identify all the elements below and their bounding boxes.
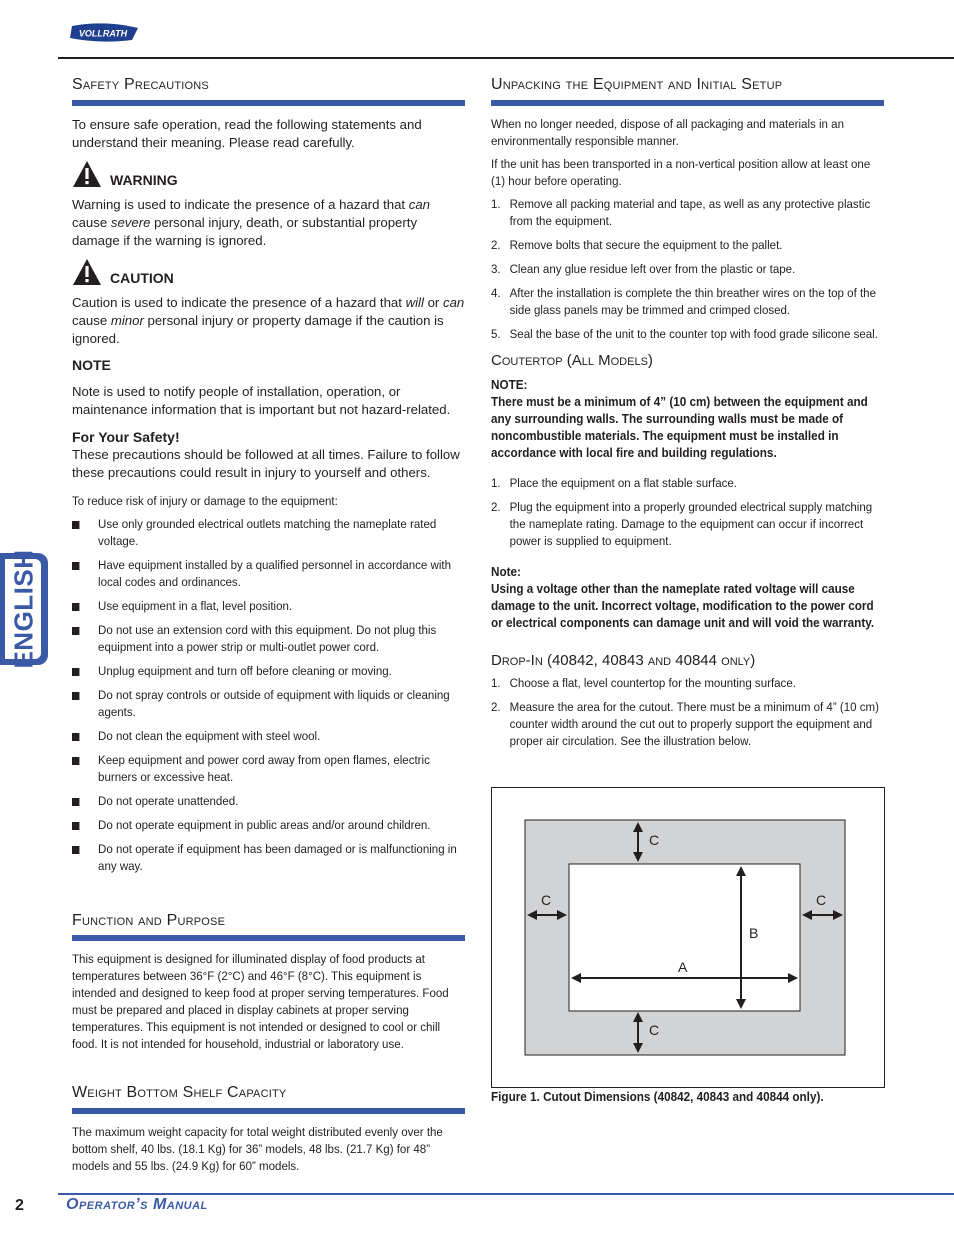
voltage-note-label: Note: — [491, 564, 521, 579]
list-item — [491, 475, 882, 492]
note-text: Note is used to notify people of installation, operation, or maintenance information that is important but not hazard-related. — [72, 383, 451, 417]
vollrath-logo — [70, 22, 140, 44]
footer-title: Operator’s Manual — [66, 1196, 208, 1213]
unpacking-heading: Unpacking the Equipment and Initial Setup — [491, 76, 783, 93]
caution-title — [72, 258, 465, 286]
countertop-heading: Coutertop (All Models) — [491, 351, 653, 369]
cutout-diagram — [492, 788, 884, 1087]
list-item: Do not operate unattended. — [72, 793, 463, 810]
list-item — [491, 699, 882, 750]
list-item: Do not spray controls or outside of equipment with liquids or cleaning agents. — [72, 687, 463, 721]
safety-intro: To ensure safe operation, read the following statements and understand their meaning. Please read carefully. — [72, 116, 422, 150]
list-item: Do not operate equipment in public areas and/or around children. — [72, 817, 463, 834]
step-number: 2. — [491, 499, 501, 514]
step-number: 1. — [491, 475, 501, 490]
step-text: Place the equipment on a flat stable surface. — [509, 475, 738, 490]
header-rule — [58, 57, 954, 59]
step-number: 2. — [491, 237, 501, 252]
heading-bar — [72, 935, 465, 941]
unpacking-p2: If the unit has been transported in a non-vertical position allow at least one (1) hour before operating. — [491, 156, 871, 188]
warning-text: Warning is used to indicate the presence of a hazard that can cause severe personal injury, death, or substantial property damage if the warning is ignored. — [72, 196, 430, 248]
list-item — [491, 261, 882, 278]
caution-label: CAUTION — [110, 269, 174, 286]
list-item — [491, 237, 882, 254]
cutout-opening — [569, 864, 800, 1011]
list-item — [491, 499, 882, 550]
step-text: After the installation is complete the thin breather wires on the top of the side glass panels may be trimmed and crimped closed. — [509, 285, 877, 317]
step-number: 1. — [491, 675, 501, 690]
list-item — [491, 285, 882, 319]
list-item — [491, 326, 882, 343]
cutout-figure — [491, 787, 885, 1088]
reduce-intro: To reduce risk of injury or damage to the equipment: — [72, 493, 338, 508]
weight-text: The maximum weight capacity for total weight distributed evenly over the bottom shelf, 40 lbs. (18.1 Kg) for 36” models, 48 lbs. (21.7 Kg) for 48” models and 55 lbs. (24.9 Kg) for 60” models. — [72, 1124, 443, 1173]
step-number: 2. — [491, 699, 501, 714]
step-text: Measure the area for the cutout. There must be a minimum of 4” (10 cm) counter width around the cut out to properly support the equipment and proper air circulation. See the illustration below. — [509, 699, 879, 748]
language-tab-label: ENGLISH — [8, 549, 39, 669]
list-item: Do not clean the equipment with steel wool. — [72, 728, 463, 745]
list-item: Keep equipment and power cord away from open flames, electric burners or excessive heat. — [72, 752, 463, 786]
list-item: Use equipment in a flat, level position. — [72, 598, 463, 615]
label-c-right: C — [816, 892, 827, 908]
safety-heading: Safety Precautions — [72, 76, 209, 93]
warning-label: WARNING — [110, 171, 178, 188]
step-text: Choose a flat, level countertop for the mounting surface. — [509, 675, 796, 690]
countertop-note-text: There must be a minimum of 4” (10 cm) between the equipment and any surrounding walls. The surrounding walls must be made of noncombustible materials. The equipment must be installed in accordance with local fire and building regulations. — [491, 394, 868, 460]
unpacking-steps — [491, 196, 882, 343]
left-column — [72, 76, 465, 1175]
dropin-heading: Drop-In (40842, 40843 and 40844 only) — [491, 651, 756, 669]
note-label: NOTE — [72, 356, 111, 373]
step-text: Clean any glue residue left over from the plastic or tape. — [509, 261, 796, 276]
safety-bullet-list — [72, 516, 463, 875]
step-text: Remove bolts that secure the equipment to the pallet. — [509, 237, 783, 252]
voltage-note-text: Using a voltage other than the nameplate rated voltage will cause damage to the unit. Incorrect voltage, modification to the power cord or electrical components can damage unit and will void the warranty. — [491, 581, 875, 630]
list-item: Have equipment installed by a qualified personnel in accordance with local codes and ordinances. — [72, 557, 463, 591]
warning-triangle-icon — [72, 160, 102, 188]
step-number: 5. — [491, 326, 501, 341]
dropin-steps — [491, 675, 882, 750]
caution-triangle-icon — [72, 258, 102, 286]
unpacking-p1: When no longer needed, dispose of all packaging and materials in an environmentally responsible manner. — [491, 116, 844, 148]
right-column — [491, 76, 884, 757]
heading-bar — [72, 100, 465, 106]
caution-text: Caution is used to indicate the presence of a hazard that will or can cause minor personal injury or property damage if the caution is ignored. — [72, 294, 465, 346]
weight-heading: Weight Bottom Shelf Capacity — [72, 1084, 287, 1102]
step-text: Remove all packing material and tape, as well as any protective plastic from the equipment. — [509, 196, 871, 228]
list-item — [491, 675, 882, 692]
list-item: Do not operate if equipment has been damaged or is malfunctioning in any way. — [72, 841, 463, 875]
countertop-steps — [491, 475, 882, 550]
figure-caption: Figure 1. Cutout Dimensions (40842, 40843 and 40844 only). — [491, 1090, 824, 1104]
list-item: Unplug equipment and turn off before cleaning or moving. — [72, 663, 463, 680]
heading-bar — [72, 1108, 465, 1114]
list-item: Do not use an extension cord with this equipment. Do not plug this equipment into a power strip or multi-outlet power cord. — [72, 622, 463, 656]
label-c-bottom: C — [649, 1022, 660, 1038]
label-a: A — [678, 959, 688, 975]
label-c-left: C — [541, 892, 552, 908]
step-number: 1. — [491, 196, 501, 211]
list-item: Use only grounded electrical outlets matching the nameplate rated voltage. — [72, 516, 463, 550]
function-text: This equipment is designed for illuminated display of food products at temperatures between 36°F (2°C) and 46°F (8°C). This equipment is intended and designed to keep food at proper serving temperatures. Food must be prepared and placed in display cabinets at proper serving temperatures. This equipment is not intended or designed to cool or chill food. It is not intended for household, industrial or laboratory use. — [72, 952, 449, 1052]
step-number: 3. — [491, 261, 501, 276]
step-text: Seal the base of the unit to the counter top with food grade silicone seal. — [509, 326, 878, 341]
function-heading: Function and Purpose — [72, 911, 226, 929]
countertop-note-label: NOTE: — [491, 377, 528, 392]
svg-text:VOLLRATH: VOLLRATH — [78, 28, 128, 39]
step-text: Plug the equipment into a properly grounded electrical supply matching the nameplate rating. Damage to the equipment can occur if incorrect power is supplied to equipment. — [509, 499, 873, 548]
step-number: 4. — [491, 285, 501, 300]
for-safety-text: These precautions should be followed at all times. Failure to follow these precautions could result in injury to yourself and others. — [72, 446, 460, 480]
label-c-top: C — [649, 832, 660, 848]
list-item — [491, 196, 882, 230]
footer-rule — [58, 1193, 954, 1195]
heading-bar — [491, 100, 884, 106]
label-b: B — [749, 925, 759, 941]
warning-title — [72, 160, 465, 188]
for-safety-label: For Your Safety! — [72, 428, 180, 445]
page-number: 2 — [15, 1197, 24, 1214]
